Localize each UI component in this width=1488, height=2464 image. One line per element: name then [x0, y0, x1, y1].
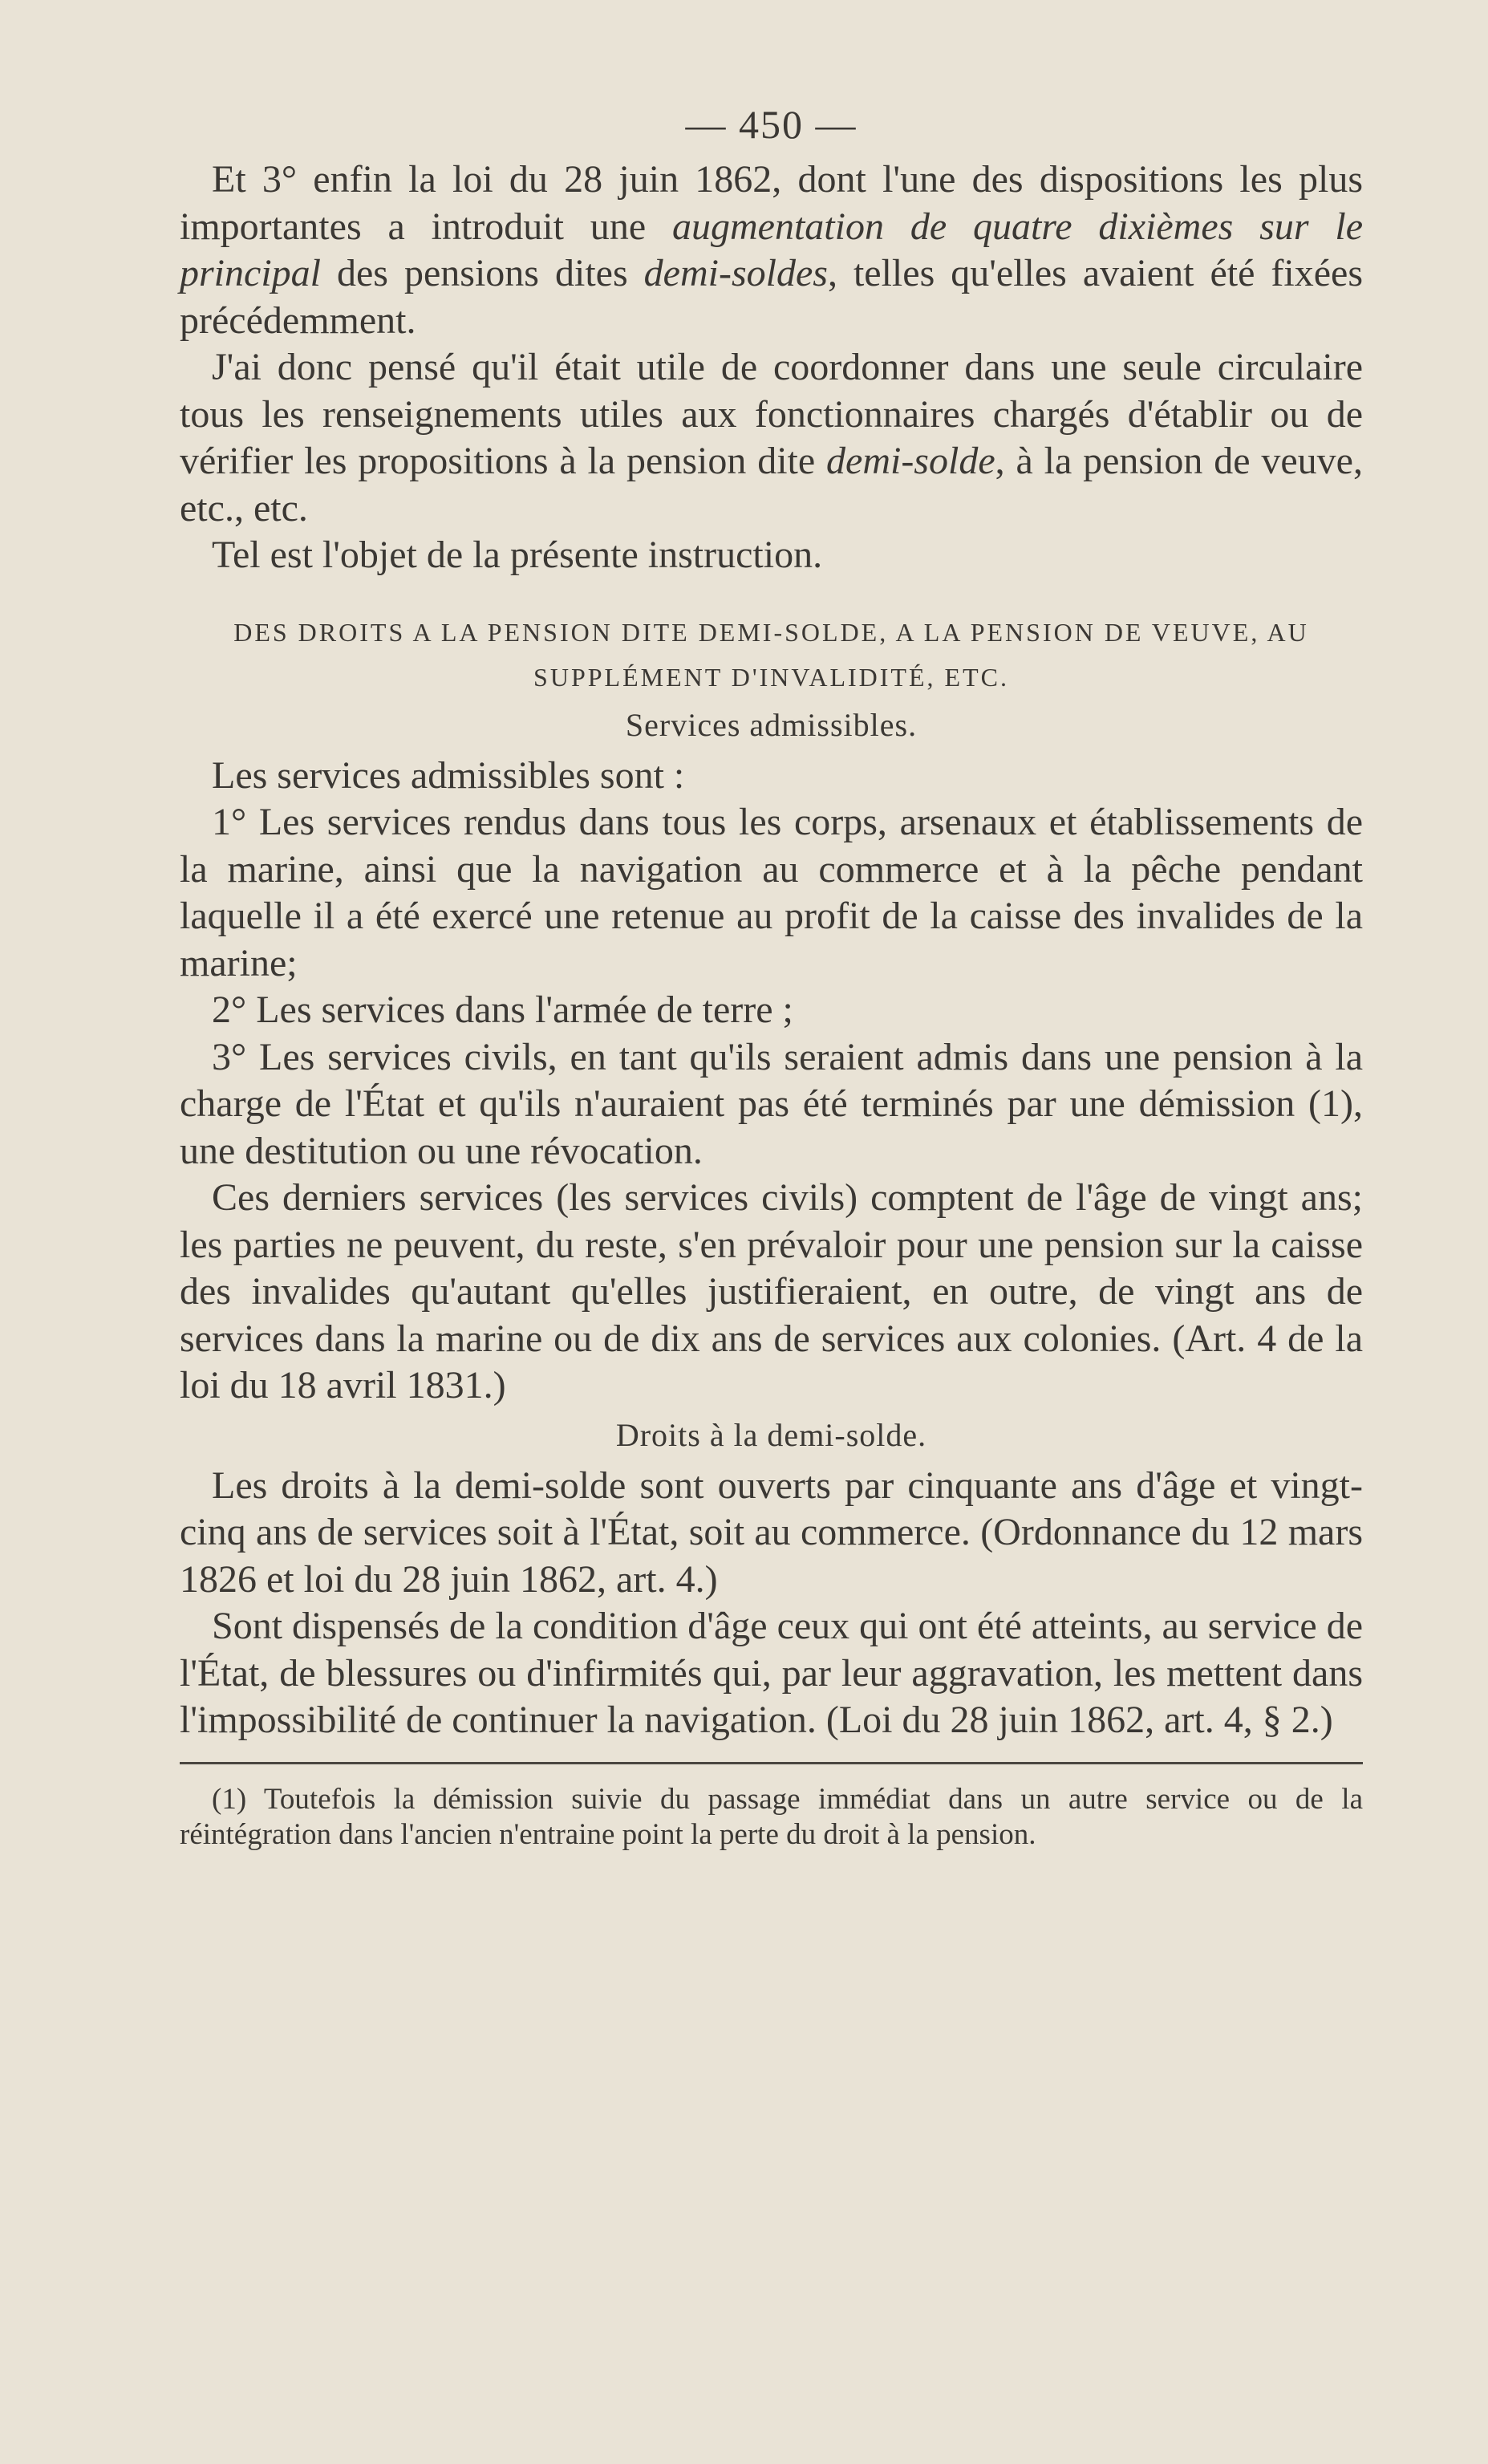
page-number: — 450 — [685, 102, 858, 147]
intro-paragraph-3: Tel est l'objet de la présente instruction. [212, 534, 823, 576]
intro-p1-part-c: , telles qu'elles avaient été fixées précédemment. [180, 252, 1364, 342]
intro-p2-part-a: J'ai donc pensé qu'il était utile de coordonner dans une seule circulaire tous les renseignements utiles aux fonctionnaires chargés d'établir ou de vérifier les propositions à la pension dite [180, 346, 1363, 482]
services-paragraph-3: 2° Les services dans l'armée de terre ; [212, 988, 793, 1031]
section-heading: DES DROITS A LA PENSION DITE DEMI-SOLDE, A LA PENSION DE VEUVE, AU SUPPLÉMENT D'INVALIDITÉ, ETC. [233, 617, 1309, 692]
footnote: (1) Toutefois la démission suivie du passage immédiat dans un autre service ou de la réintégration dans l'ancien n'entraine point la perte du droit à la pension. [180, 1782, 1363, 1851]
rights-paragraph-2: Sont dispensés de la condition d'âge ceux qui ont été atteints, au service de l'État, de blessures ou d'infirmités qui, par leur aggravation, les mettent dans l'impossibilité de continuer la navigation. (Loi du 28 juin 1862, art. 4, § 2.) [180, 1605, 1363, 1741]
services-paragraph-5: Ces derniers services (les services civils) comptent de l'âge de vingt ans; les parties ne peuvent, du reste, s'en prévaloir pour une pension sur la caisse des invalides qu'autant qu'elles justifieraient, en outre, de vingt ans de services dans la marine ou de dix ans de services aux colonies. (Art. 4 de la loi du 18 avril 1831.) [180, 1176, 1363, 1407]
services-admissibles-title: Services admissibles. [625, 706, 918, 743]
page-text-block [180, 100, 1363, 1853]
intro-p2-emphasis: demi-solde [826, 440, 995, 482]
intro-p1-emphasis-2: demi-soldes [643, 252, 828, 294]
intro-paragraph-2 [180, 344, 1363, 532]
intro-p1-emphasis-1: augmentation de quatre dixièmes sur le principal [180, 205, 1364, 294]
intro-p1-part-b: des pensions dites [321, 252, 644, 294]
rights-paragraph-1: Les droits à la demi-solde sont ouverts par cinquante ans d'âge et vingt-cinq ans de services soit à l'État, soit au commerce. (Ordonnance du 12 mars 1826 et loi du 28 juin 1862, art. 4.) [180, 1463, 1363, 1601]
services-paragraph-2: 1° Les services rendus dans tous les corps, arsenaux et établissements de la marine, ainsi que la navigation au commerce et à la pêche pendant laquelle il a été exercé une retenue au profit de la caisse des invalides de la marine; [180, 801, 1363, 984]
droits-demi-solde-title: Droits à la demi-solde. [615, 1416, 927, 1453]
intro-p1-part-a: Et 3° enfin la loi du 28 juin 1862, dont l'une des dispositions les plus importantes a introduit une [180, 158, 1363, 248]
services-paragraph-1: Les services admissibles sont : [212, 753, 685, 797]
intro-paragraph-1 [180, 156, 1363, 344]
footnote-divider [180, 1762, 1363, 1764]
services-paragraph-4: 3° Les services civils, en tant qu'ils seraient admis dans une pension à la charge de l'État et qu'ils n'auraient pas été terminés par une démission (1), une destitution ou une révocation. [180, 1035, 1363, 1172]
intro-p2-part-b: , à la pension de veuve, etc., etc. [180, 440, 1363, 530]
